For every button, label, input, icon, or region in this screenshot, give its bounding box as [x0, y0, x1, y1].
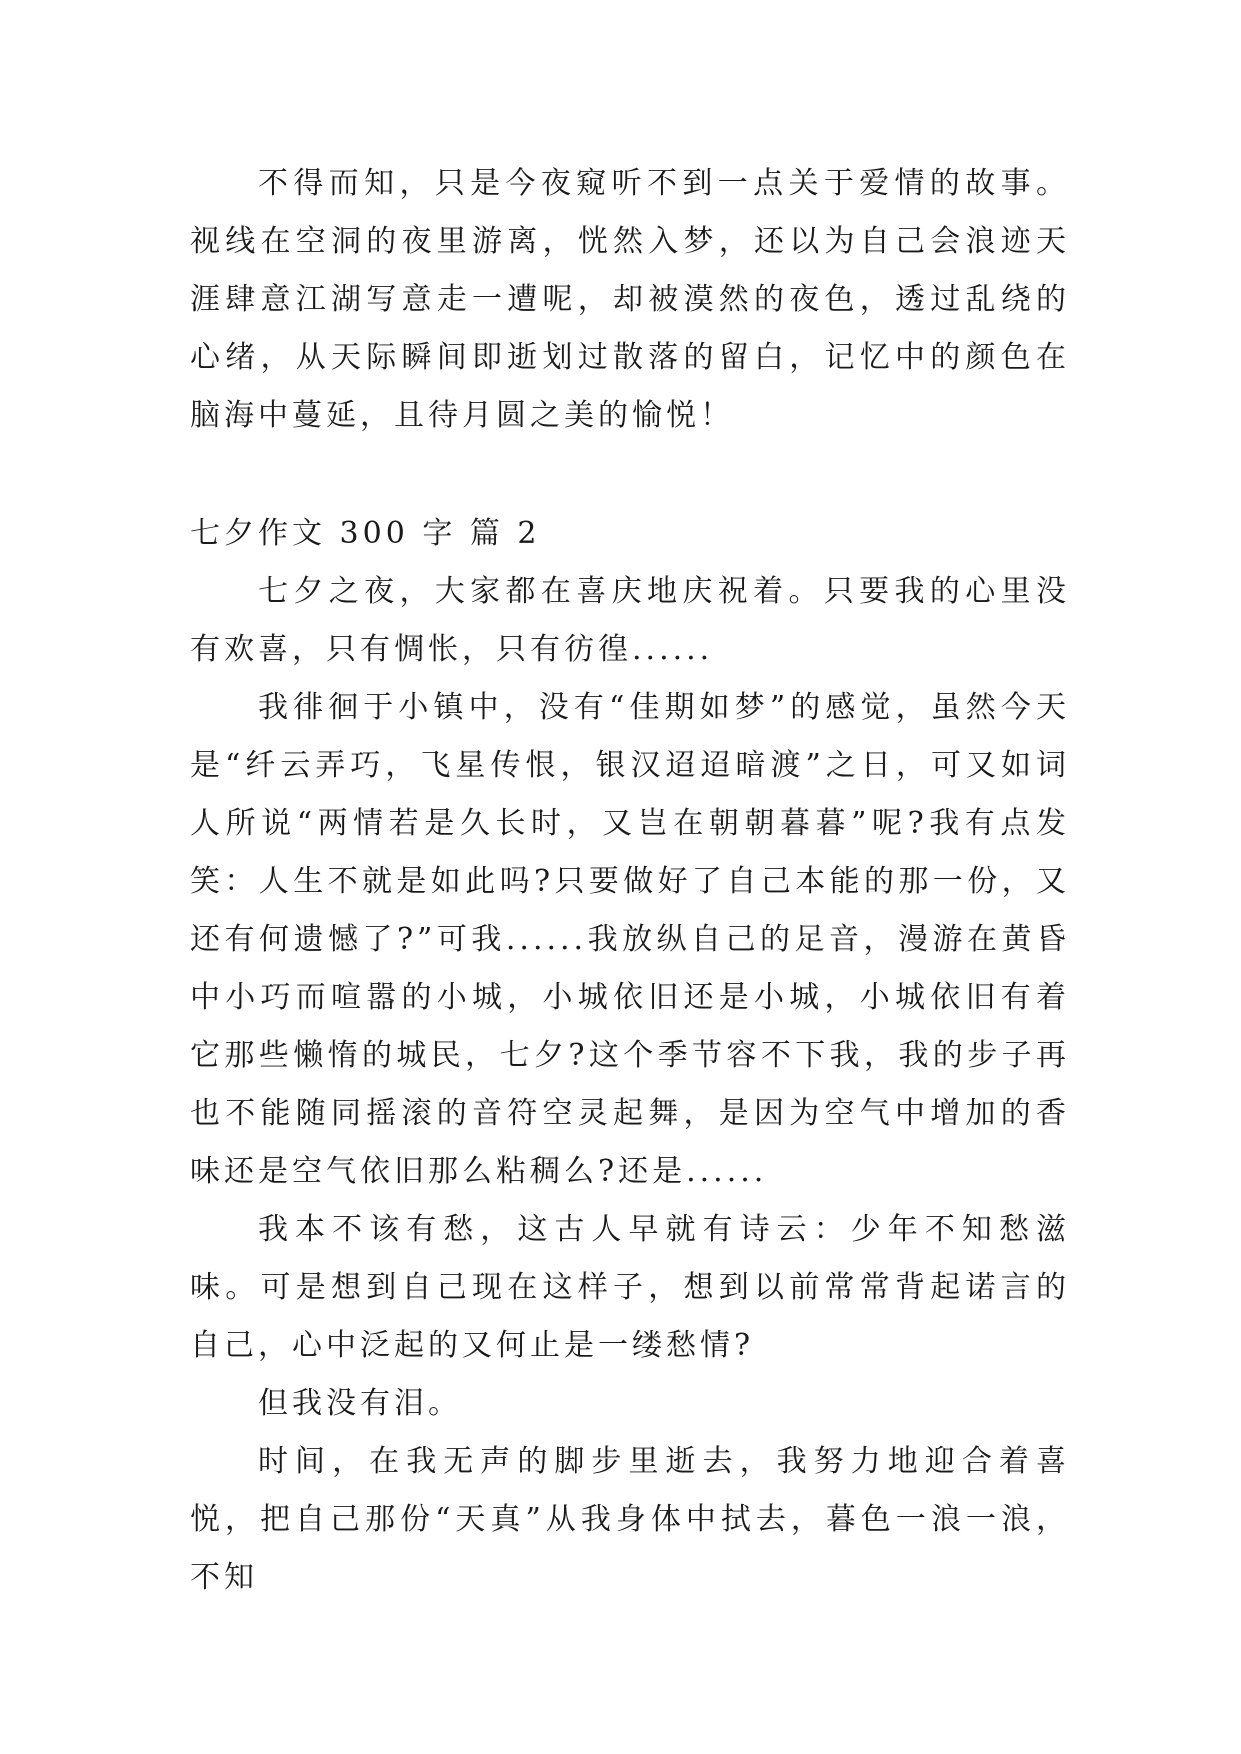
section-heading: 七夕作文 300 字 篇 2 [190, 516, 541, 551]
paragraph-3: 我本不该有愁，这古人早就有诗云：少年不知愁滋味。可是想到自己现在这样子，想到以前常常背起诺言的自己，心中泛起的又何止是一缕愁情? [190, 1212, 1070, 1363]
paragraph-4: 但我没有泪。 [258, 1386, 462, 1421]
paragraph-1: 七夕之夜，大家都在喜庆地庆祝着。只要我的心里没有欢喜，只有惆怅，只有彷徨...... [190, 574, 1070, 667]
paragraph-2: 我徘徊于小镇中，没有“佳期如梦”的感觉，虽然今天是“纤云弄巧，飞星传恨，银汉迢迢暗渡”之日，可又如词人所说“两情若是久长时，又岂在朝朝暮暮”呢?我有点发笑：人生不就是如此吗?只要做好了自己本能的那一份，又还有何遗憾了?”可我......我放纵自己的足音，漫游在黄昏中小巧而喧嚣的小城，小城依旧还是小城，小城依旧有着它那些懒惰的城民，七夕?这个季节容不下我，我的步子再也不能随同摇滚的音符空灵起舞，是因为空气中增加的香味还是空气依旧那么粘稠么?还是...... [190, 690, 1070, 1189]
paragraph-5: 时间，在我无声的脚步里逝去，我努力地迎合着喜悦，把自己那份“天真”从我身体中拭去，暮色一浪一浪，不知 [190, 1444, 1070, 1595]
document-body [190, 155, 1070, 1607]
paragraph-intro: 不得而知，只是今夜窥听不到一点关于爱情的故事。视线在空洞的夜里游离，恍然入梦，还以为自己会浪迹天涯肆意江湖写意走一遭呢，却被漠然的夜色，透过乱绕的心绪，从天际瞬间即逝划过散落的留白，记忆中的颜色在脑海中蔓延，且待月圆之美的愉悦！ [190, 166, 1070, 433]
